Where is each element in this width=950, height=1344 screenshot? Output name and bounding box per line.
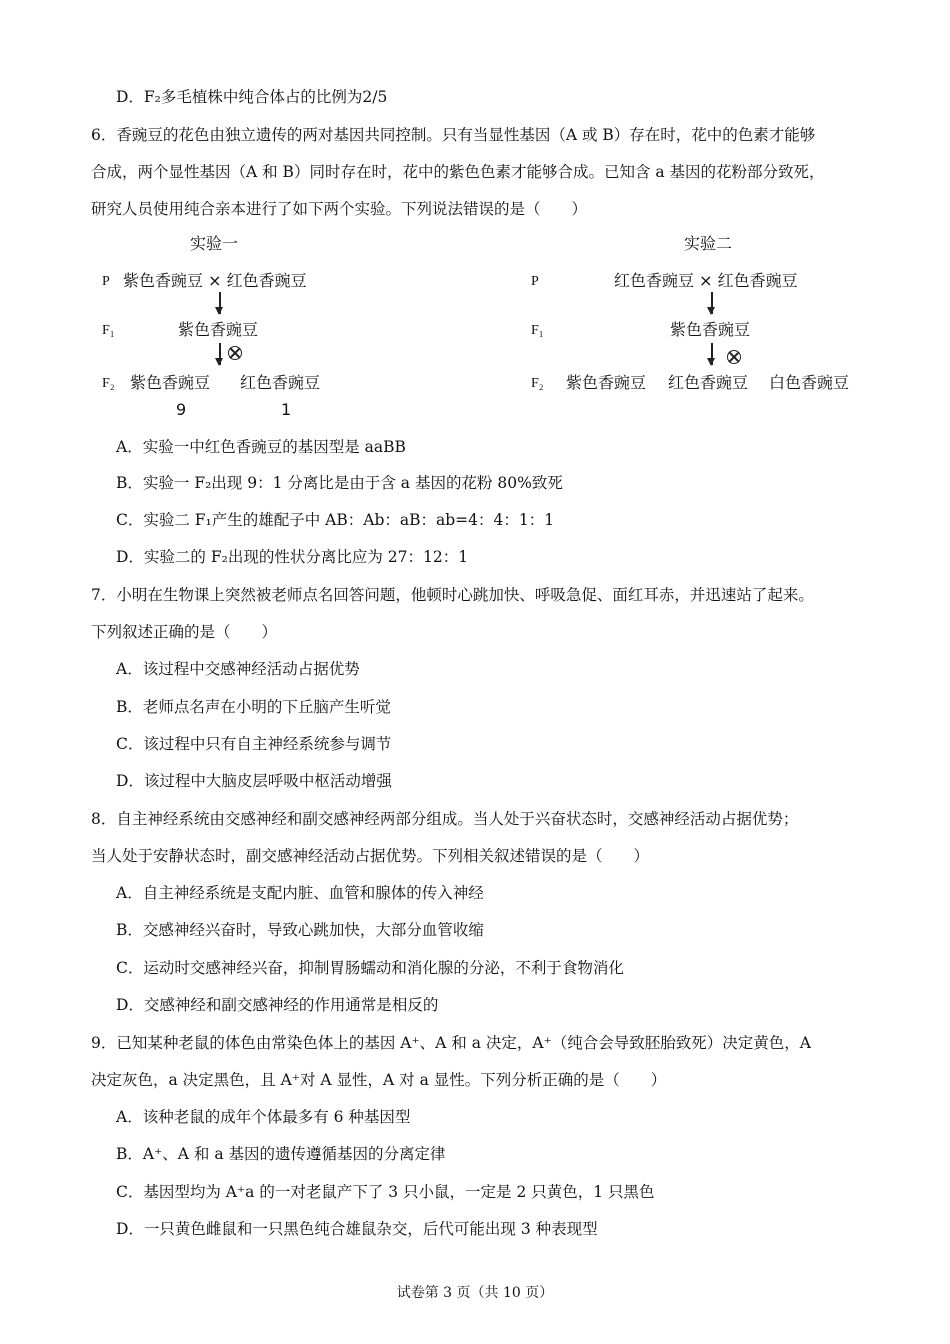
exp1-f1: 紫色香豌豆	[178, 320, 259, 339]
q7-stem-line-1: 7．小明在生物课上突然被老师点名回答问题，他顿时心跳加快、呼吸急促、面红耳赤，并迅速站了起来。	[91, 586, 814, 604]
q9-option-c: C．基因型均为 A⁺a 的一对老鼠产下了 3 只小鼠，一定是 2 只黄色，1 只黑色	[116, 1183, 655, 1201]
exp1-f1-label: F₁	[102, 323, 115, 338]
q5-option-d: D．F₂多毛植株中纯合体占的比例为2/5	[116, 88, 388, 106]
q7-option-c: C．该过程中只有自主神经系统参与调节	[116, 735, 392, 753]
exp2-title: 实验二	[684, 234, 733, 253]
q6-stem-line-2: 合成，两个显性基因（A 和 B）同时存在时，花中的紫色色素才能够合成。已知含 a 基因的花粉部分致死，	[91, 163, 825, 181]
q7-stem-line-2: 下列叙述正确的是（ ）	[91, 623, 278, 641]
q9-stem-line-1: 9．已知某种老鼠的体色由常染色体上的基因 A⁺、A 和 a 决定，A⁺（纯合会导致胚胎致死）决定黄色，A	[91, 1034, 811, 1052]
q8-stem-line-2: 当人处于安静状态时，副交感神经活动占据优势。下列相关叙述错误的是（ ）	[91, 847, 650, 865]
q8-option-a: A．自主神经系统是支配内脏、血管和腺体的传入神经	[116, 884, 484, 902]
q6-option-d: D．实验二的 F₂出现的性状分离比应为 27：12：1	[116, 548, 469, 566]
q6-option-c: C．实验二 F₁产生的雄配子中 AB：Ab：aB：ab=4：4：1：1	[116, 511, 555, 529]
q9-option-b: B．A⁺、A 和 a 基因的遗传遵循基因的分离定律	[116, 1145, 446, 1163]
exp2-selfing-icon	[727, 350, 741, 364]
exp2-arrow-1	[711, 292, 713, 314]
exp1-selfing-icon	[228, 346, 242, 360]
exp1-arrow-2	[219, 343, 221, 365]
exp2-f2-purple: 紫色香豌豆	[566, 373, 647, 392]
q7-option-b: B．老师点名声在小明的下丘脑产生听觉	[116, 698, 391, 716]
exp1-f2-red: 红色香豌豆	[240, 373, 321, 392]
q9-option-a: A．该种老鼠的成年个体最多有 6 种基因型	[116, 1108, 411, 1126]
q8-stem-line-1: 8．自主神经系统由交感神经和副交感神经两部分组成。当人处于兴奋状态时，交感神经活动占据优势；	[91, 810, 799, 828]
q6-stem-line-3: 研究人员使用纯合亲本进行了如下两个实验。下列说法错误的是（ ）	[91, 200, 588, 218]
q8-option-d: D．交感神经和副交感神经的作用通常是相反的	[116, 996, 439, 1014]
exp2-f1: 紫色香豌豆	[670, 320, 751, 339]
page-footer: 试卷第 3 页（共 10 页）	[396, 1285, 554, 1301]
exp2-f2-white: 白色香豌豆	[769, 373, 850, 392]
exp2-p-cross: 红色香豌豆 × 红色香豌豆	[614, 271, 798, 290]
q7-option-d: D．该过程中大脑皮层呼吸中枢活动增强	[116, 772, 392, 790]
q9-option-d: D．一只黄色雌鼠和一只黑色纯合雄鼠杂交，后代可能出现 3 种表现型	[116, 1220, 598, 1238]
exp2-arrow-2	[711, 343, 713, 365]
q8-option-c: C．运动时交感神经兴奋，抑制胃肠蠕动和消化腺的分泌，不利于食物消化	[116, 959, 624, 977]
exp1-title: 实验一	[190, 234, 239, 253]
q9-stem-line-2: 决定灰色，a 决定黑色，且 A⁺对 A 显性，A 对 a 显性。下列分析正确的是（ ）	[91, 1071, 667, 1089]
exp1-f2-purple: 紫色香豌豆	[130, 373, 211, 392]
exp2-f2-label: F₂	[531, 376, 544, 391]
q6-option-a: A．实验一中红色香豌豆的基因型是 aaBB	[116, 438, 406, 456]
exp1-arrow-1	[219, 292, 221, 314]
exp1-p-label: P	[102, 274, 110, 289]
exp2-p-label: P	[531, 274, 539, 289]
exp1-ratio-1: 1	[281, 400, 292, 419]
exp1-p-cross: 紫色香豌豆 × 红色香豌豆	[123, 271, 307, 290]
q8-option-b: B．交感神经兴奋时，导致心跳加快，大部分血管收缩	[116, 921, 484, 939]
exp1-f2-label: F₂	[102, 376, 115, 391]
exp2-f1-label: F₁	[531, 323, 544, 338]
q6-stem-line-1: 6．香豌豆的花色由独立遗传的两对基因共同控制。只有当显性基因（A 或 B）存在时，花中的色素才能够	[91, 126, 816, 144]
q7-option-a: A．该过程中交感神经活动占据优势	[116, 660, 360, 678]
exp1-ratio-9: 9	[176, 400, 187, 419]
exp2-f2-red: 红色香豌豆	[668, 373, 749, 392]
q6-option-b: B．实验一 F₂出现 9：1 分离比是由于含 a 基因的花粉 80%致死	[116, 474, 563, 492]
